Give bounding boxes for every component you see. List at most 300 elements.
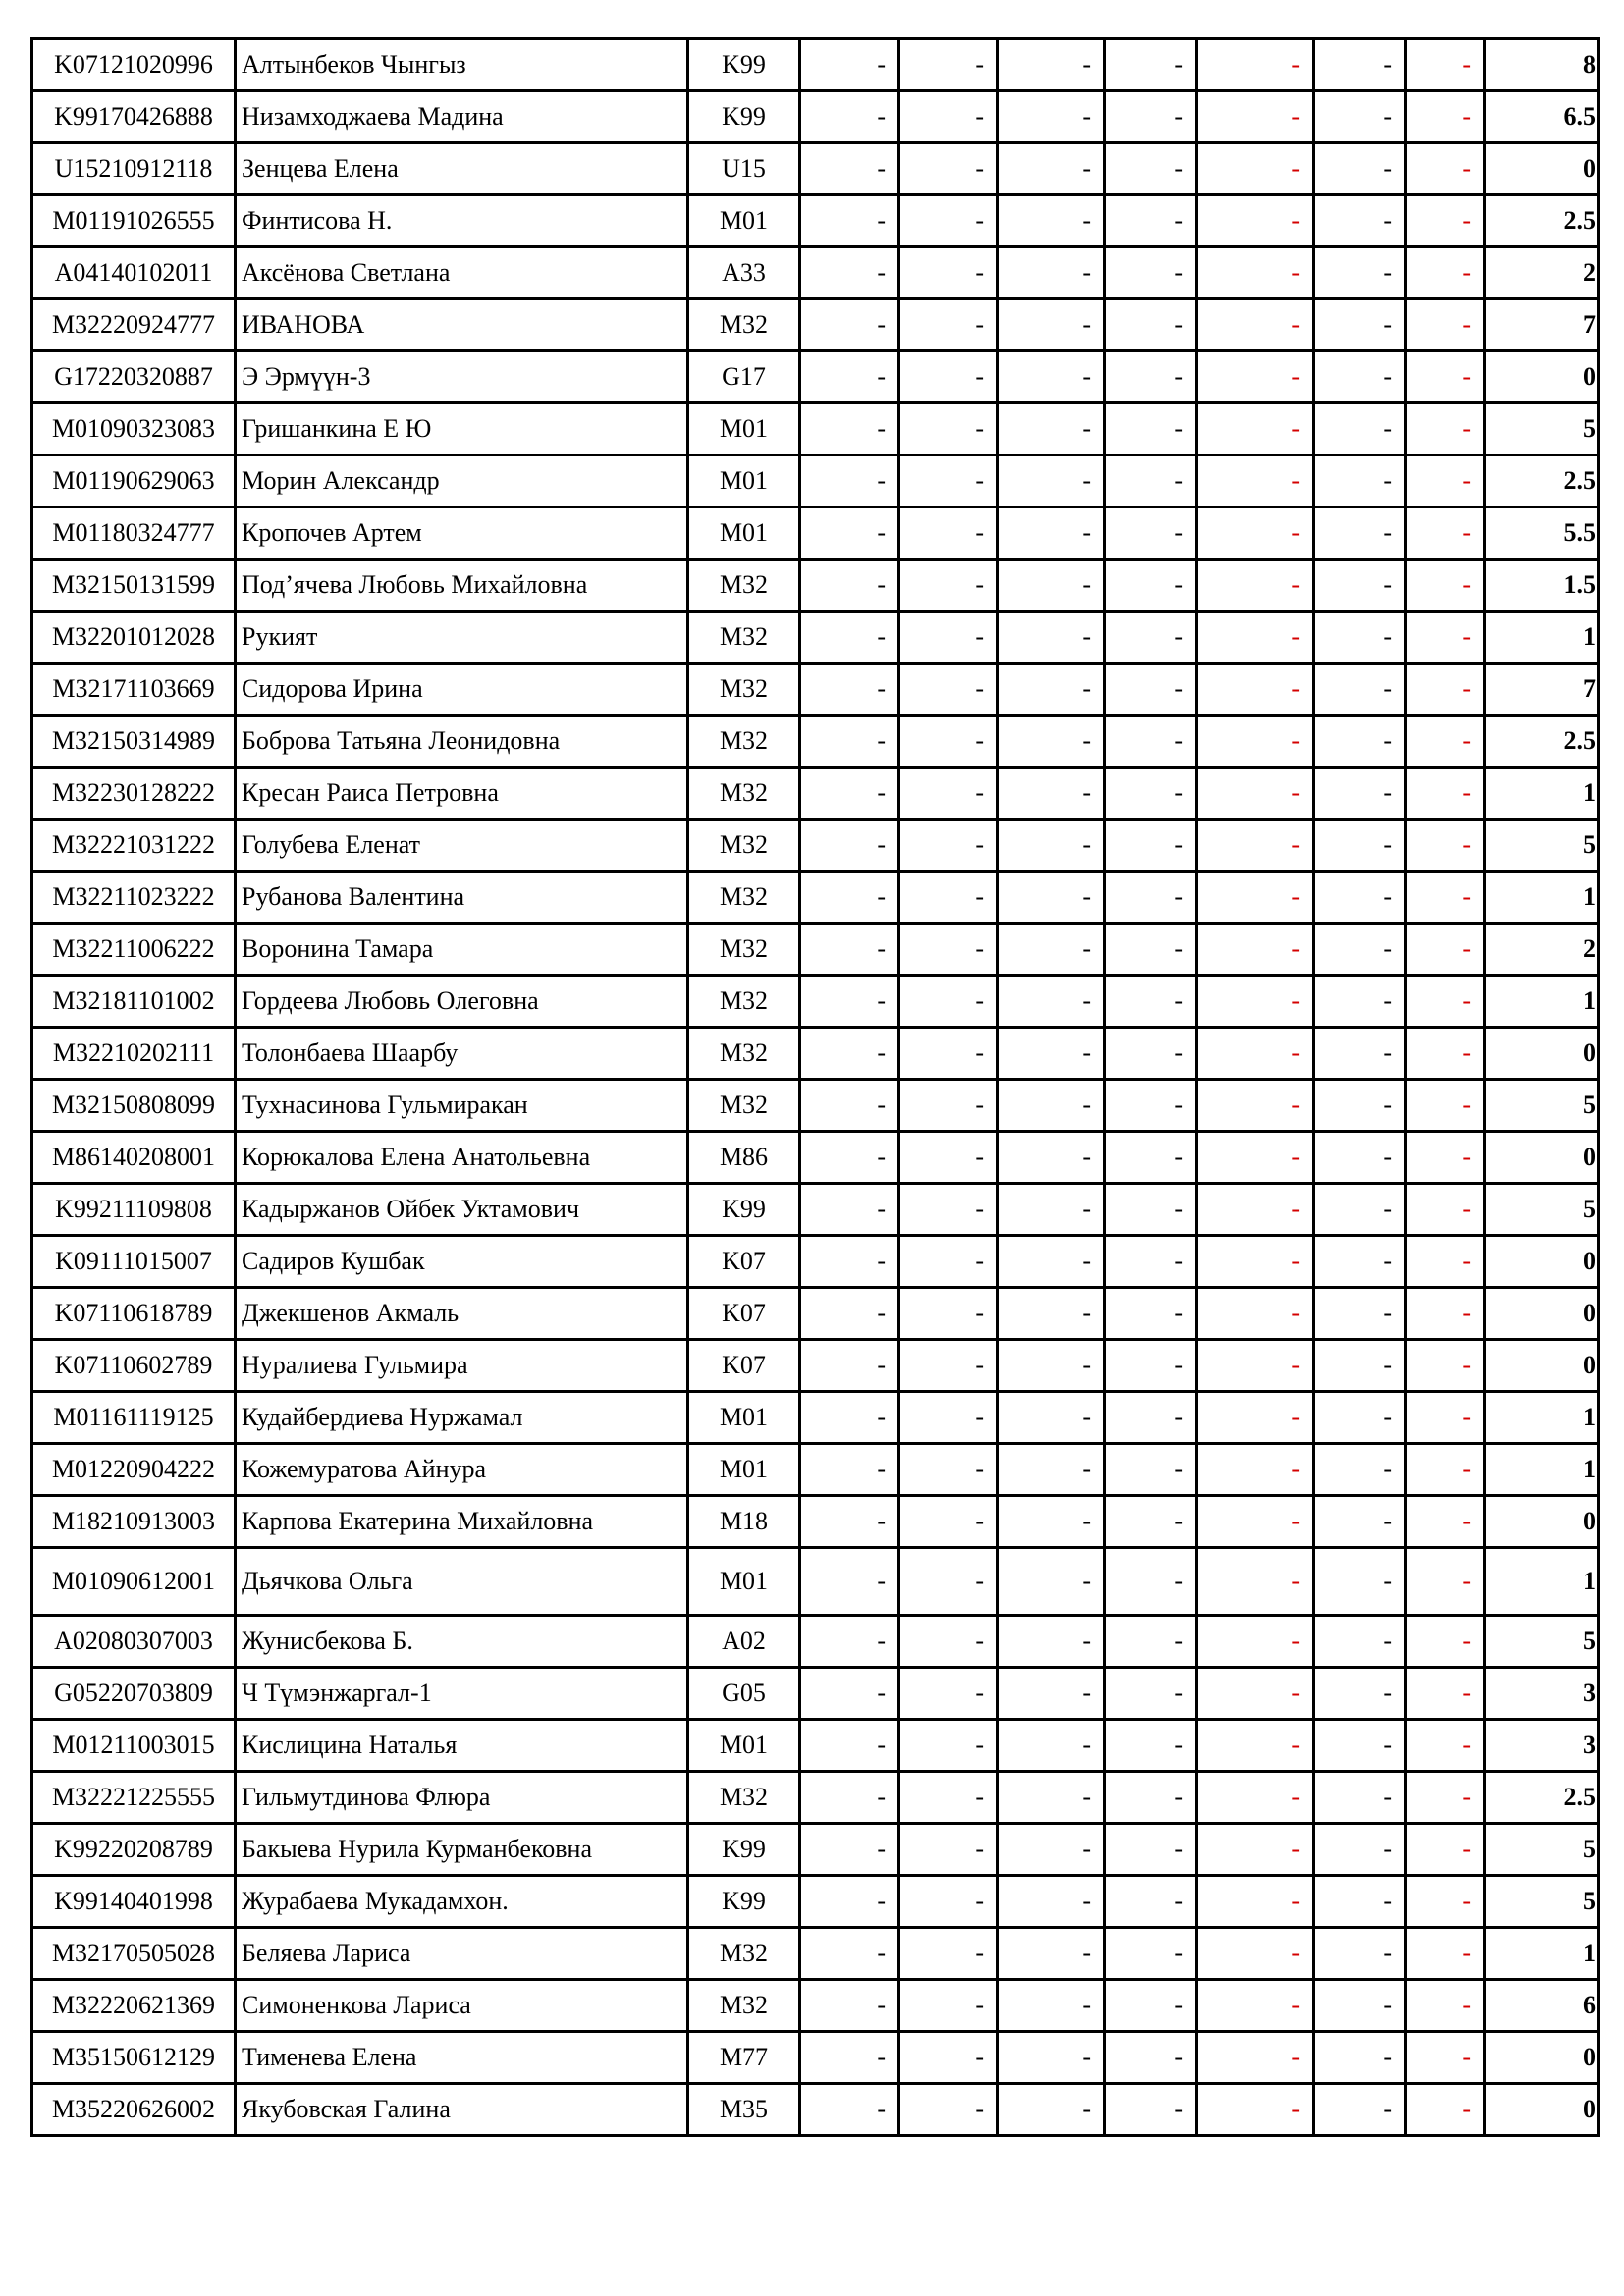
participant-name-cell: Гильмутдинова Флюра (236, 1772, 688, 1824)
participant-name-cell: Джекшенов Акмаль (236, 1288, 688, 1340)
score-cell: - (1406, 1288, 1485, 1340)
table-row (32, 976, 1599, 1028)
score-cell: - (1406, 2032, 1485, 2084)
score-cell: - (1406, 976, 1485, 1028)
group-cell: K99 (688, 39, 800, 91)
score-cell: - (800, 1720, 899, 1772)
score-cell: - (1105, 820, 1197, 872)
participant-code-cell: M32221225555 (32, 1772, 236, 1824)
group-cell: M18 (688, 1496, 800, 1548)
participant-code-cell: M32150131599 (32, 560, 236, 612)
score-cell: - (1406, 247, 1485, 299)
score-cell: - (1406, 1028, 1485, 1080)
participant-name-cell: Кислицина Наталья (236, 1720, 688, 1772)
total-score-cell: 2.5 (1485, 455, 1599, 507)
score-cell: - (1105, 1720, 1197, 1772)
total-score-cell: 5 (1485, 1824, 1599, 1876)
total-score-cell: 0 (1485, 2084, 1599, 2136)
score-cell: - (800, 1496, 899, 1548)
total-score-cell: 0 (1485, 351, 1599, 403)
participant-name-cell: Тименева Елена (236, 2032, 688, 2084)
score-cell: - (800, 195, 899, 247)
table-row (32, 91, 1599, 143)
group-cell: M01 (688, 455, 800, 507)
score-cell: - (1406, 1184, 1485, 1236)
group-cell: K07 (688, 1340, 800, 1392)
score-cell: - (998, 143, 1105, 195)
table-row (32, 1184, 1599, 1236)
group-cell: M86 (688, 1132, 800, 1184)
score-cell: - (800, 1444, 899, 1496)
score-cell: - (800, 1184, 899, 1236)
participant-name-cell: Голубева Еленат (236, 820, 688, 872)
score-cell: - (1314, 560, 1406, 612)
score-cell: - (1105, 1616, 1197, 1668)
score-cell: - (1197, 612, 1314, 664)
score-cell: - (899, 1028, 998, 1080)
participant-code-cell: A02080307003 (32, 1616, 236, 1668)
score-cell: - (1105, 1668, 1197, 1720)
score-cell: - (1406, 195, 1485, 247)
table-row (32, 39, 1599, 91)
table-body (32, 39, 1599, 2136)
score-cell: - (1314, 872, 1406, 924)
score-cell: - (1406, 1340, 1485, 1392)
score-cell: - (1197, 1668, 1314, 1720)
score-cell: - (1314, 1080, 1406, 1132)
total-score-cell: 0 (1485, 1028, 1599, 1080)
participant-name-cell: Карпова Екатерина Михайловна (236, 1496, 688, 1548)
participant-name-cell: Толонбаева Шаарбу (236, 1028, 688, 1080)
score-cell: - (1406, 1720, 1485, 1772)
score-cell: - (899, 560, 998, 612)
score-cell: - (1105, 1184, 1197, 1236)
group-cell: M32 (688, 768, 800, 820)
score-cell: - (899, 299, 998, 351)
score-cell: - (1105, 1548, 1197, 1616)
score-cell: - (1105, 924, 1197, 976)
score-cell: - (1314, 1392, 1406, 1444)
score-cell: - (1197, 1824, 1314, 1876)
score-cell: - (899, 1720, 998, 1772)
table-row (32, 1720, 1599, 1772)
score-cell: - (1314, 351, 1406, 403)
total-score-cell: 1 (1485, 768, 1599, 820)
group-cell: M01 (688, 507, 800, 560)
score-cell: - (800, 247, 899, 299)
participant-code-cell: G05220703809 (32, 1668, 236, 1720)
score-cell: - (800, 1392, 899, 1444)
score-cell: - (899, 1288, 998, 1340)
group-cell: M32 (688, 924, 800, 976)
score-cell: - (998, 507, 1105, 560)
score-cell: - (998, 1616, 1105, 1668)
score-cell: - (1197, 1772, 1314, 1824)
score-cell: - (1197, 2032, 1314, 2084)
score-cell: - (1406, 1616, 1485, 1668)
score-cell: - (1314, 1132, 1406, 1184)
participant-name-cell: Кожемуратова Айнура (236, 1444, 688, 1496)
score-cell: - (1314, 612, 1406, 664)
score-cell: - (899, 1772, 998, 1824)
score-cell: - (998, 1184, 1105, 1236)
group-cell: M01 (688, 1720, 800, 1772)
score-cell: - (899, 1496, 998, 1548)
total-score-cell: 0 (1485, 143, 1599, 195)
participant-code-cell: M32201012028 (32, 612, 236, 664)
score-cell: - (1314, 195, 1406, 247)
score-cell: - (998, 2084, 1105, 2136)
score-cell: - (1105, 716, 1197, 768)
table-row (32, 1980, 1599, 2032)
score-cell: - (899, 1668, 998, 1720)
score-cell: - (800, 2032, 899, 2084)
score-cell: - (800, 39, 899, 91)
participant-code-cell: K07110618789 (32, 1288, 236, 1340)
table-row (32, 351, 1599, 403)
score-cell: - (899, 1824, 998, 1876)
total-score-cell: 2.5 (1485, 1772, 1599, 1824)
participant-name-cell: Беляева Лариса (236, 1928, 688, 1980)
score-cell: - (1105, 1236, 1197, 1288)
group-cell: M32 (688, 612, 800, 664)
table-row (32, 872, 1599, 924)
participant-name-cell: Гришанкина Е Ю (236, 403, 688, 455)
table-row (32, 299, 1599, 351)
score-cell: - (899, 1392, 998, 1444)
group-cell: M32 (688, 1028, 800, 1080)
total-score-cell: 0 (1485, 1288, 1599, 1340)
score-cell: - (1406, 872, 1485, 924)
score-cell: - (1197, 872, 1314, 924)
score-cell: - (1105, 768, 1197, 820)
score-cell: - (1105, 872, 1197, 924)
score-cell: - (1197, 1132, 1314, 1184)
participant-code-cell: M01190629063 (32, 455, 236, 507)
participant-name-cell: Гордеева Любовь Олеговна (236, 976, 688, 1028)
participant-code-cell: M32150808099 (32, 1080, 236, 1132)
score-cell: - (1406, 39, 1485, 91)
participant-code-cell: K07121020996 (32, 39, 236, 91)
score-cell: - (1314, 91, 1406, 143)
score-cell: - (1105, 403, 1197, 455)
score-cell: - (998, 1444, 1105, 1496)
score-cell: - (1197, 1028, 1314, 1080)
participant-code-cell: M01090612001 (32, 1548, 236, 1616)
table-row (32, 820, 1599, 872)
total-score-cell: 2.5 (1485, 716, 1599, 768)
table-row (32, 1548, 1599, 1616)
score-cell: - (800, 1668, 899, 1720)
group-cell: K99 (688, 91, 800, 143)
score-cell: - (998, 872, 1105, 924)
score-cell: - (1105, 91, 1197, 143)
participant-name-cell: Кудайбердиева Нуржамал (236, 1392, 688, 1444)
table-row (32, 612, 1599, 664)
participant-code-cell: G17220320887 (32, 351, 236, 403)
table-row (32, 143, 1599, 195)
score-cell: - (1406, 351, 1485, 403)
score-cell: - (998, 1496, 1105, 1548)
score-cell: - (800, 1236, 899, 1288)
score-cell: - (899, 351, 998, 403)
group-cell: G17 (688, 351, 800, 403)
score-cell: - (1406, 820, 1485, 872)
score-cell: - (1314, 1824, 1406, 1876)
total-score-cell: 0 (1485, 2032, 1599, 2084)
score-cell: - (998, 403, 1105, 455)
group-cell: M32 (688, 1772, 800, 1824)
participant-code-cell: U15210912118 (32, 143, 236, 195)
group-cell: M32 (688, 560, 800, 612)
total-score-cell: 2.5 (1485, 195, 1599, 247)
group-cell: M32 (688, 716, 800, 768)
score-cell: - (899, 91, 998, 143)
participant-name-cell: Ч Түмэнжаргал-1 (236, 1668, 688, 1720)
score-cell: - (998, 924, 1105, 976)
score-cell: - (899, 664, 998, 716)
participant-code-cell: M32150314989 (32, 716, 236, 768)
participant-code-cell: M01180324777 (32, 507, 236, 560)
score-cell: - (998, 1824, 1105, 1876)
total-score-cell: 6.5 (1485, 91, 1599, 143)
score-cell: - (1197, 299, 1314, 351)
group-cell: M01 (688, 1548, 800, 1616)
score-cell: - (1314, 1876, 1406, 1928)
participant-name-cell: Корюкалова Елена Анатольевна (236, 1132, 688, 1184)
participant-code-cell: M32211023222 (32, 872, 236, 924)
participant-name-cell: ИВАНОВА (236, 299, 688, 351)
score-cell: - (1314, 455, 1406, 507)
score-cell: - (800, 560, 899, 612)
score-cell: - (800, 612, 899, 664)
score-cell: - (1406, 403, 1485, 455)
score-cell: - (1314, 1340, 1406, 1392)
participant-name-cell: Алтынбеков Чынгыз (236, 39, 688, 91)
score-cell: - (1105, 612, 1197, 664)
score-cell: - (899, 1236, 998, 1288)
participant-code-cell: K07110602789 (32, 1340, 236, 1392)
total-score-cell: 7 (1485, 299, 1599, 351)
participant-code-cell: M32171103669 (32, 664, 236, 716)
participant-name-cell: Кадыржанов Ойбек Уктамович (236, 1184, 688, 1236)
score-cell: - (1314, 403, 1406, 455)
group-cell: K07 (688, 1236, 800, 1288)
total-score-cell: 5 (1485, 820, 1599, 872)
score-cell: - (1197, 1616, 1314, 1668)
score-cell: - (1105, 1132, 1197, 1184)
participant-code-cell: M32210202111 (32, 1028, 236, 1080)
score-cell: - (800, 1928, 899, 1980)
participant-code-cell: M01161119125 (32, 1392, 236, 1444)
score-cell: - (800, 1824, 899, 1876)
score-cell: - (1314, 664, 1406, 716)
score-cell: - (800, 1340, 899, 1392)
score-cell: - (800, 455, 899, 507)
score-cell: - (998, 664, 1105, 716)
score-cell: - (1314, 39, 1406, 91)
total-score-cell: 5 (1485, 403, 1599, 455)
participant-code-cell: M86140208001 (32, 1132, 236, 1184)
score-cell: - (1314, 1928, 1406, 1980)
total-score-cell: 1 (1485, 976, 1599, 1028)
score-cell: - (899, 1444, 998, 1496)
score-cell: - (1406, 560, 1485, 612)
score-cell: - (899, 612, 998, 664)
score-cell: - (998, 247, 1105, 299)
table-row (32, 716, 1599, 768)
score-cell: - (1406, 1824, 1485, 1876)
total-score-cell: 7 (1485, 664, 1599, 716)
score-cell: - (1105, 1980, 1197, 2032)
score-cell: - (899, 768, 998, 820)
score-cell: - (1197, 1496, 1314, 1548)
participant-code-cell: M32220924777 (32, 299, 236, 351)
score-cell: - (1105, 1876, 1197, 1928)
participant-name-cell: Низамходжаева Мадина (236, 91, 688, 143)
score-cell: - (1197, 1720, 1314, 1772)
total-score-cell: 0 (1485, 1496, 1599, 1548)
score-cell: - (1406, 1980, 1485, 2032)
score-cell: - (1105, 1772, 1197, 1824)
score-cell: - (1105, 39, 1197, 91)
score-cell: - (1197, 924, 1314, 976)
table-row (32, 1824, 1599, 1876)
score-cell: - (1314, 1028, 1406, 1080)
participant-code-cell: M32181101002 (32, 976, 236, 1028)
group-cell: K07 (688, 1288, 800, 1340)
table-row (32, 768, 1599, 820)
score-cell: - (1406, 143, 1485, 195)
participant-name-cell: Под’ячева Любовь Михайловна (236, 560, 688, 612)
group-cell: A33 (688, 247, 800, 299)
group-cell: K99 (688, 1824, 800, 1876)
participant-name-cell: Нуралиева Гульмира (236, 1340, 688, 1392)
participant-code-cell: M35150612129 (32, 2032, 236, 2084)
table-row (32, 1340, 1599, 1392)
score-cell: - (800, 664, 899, 716)
table-row (32, 1444, 1599, 1496)
group-cell: M32 (688, 1980, 800, 2032)
score-cell: - (1314, 1496, 1406, 1548)
score-cell: - (1314, 1772, 1406, 1824)
score-cell: - (1406, 1132, 1485, 1184)
group-cell: M32 (688, 664, 800, 716)
score-cell: - (1197, 1080, 1314, 1132)
score-cell: - (1314, 247, 1406, 299)
participant-code-cell: K99170426888 (32, 91, 236, 143)
total-score-cell: 3 (1485, 1720, 1599, 1772)
score-cell: - (899, 195, 998, 247)
score-cell: - (1406, 91, 1485, 143)
participant-code-cell: K99211109808 (32, 1184, 236, 1236)
score-cell: - (998, 455, 1105, 507)
score-cell: - (1105, 560, 1197, 612)
score-cell: - (1406, 1236, 1485, 1288)
score-cell: - (1197, 2084, 1314, 2136)
score-cell: - (800, 1080, 899, 1132)
score-cell: - (1314, 2084, 1406, 2136)
score-cell: - (1197, 768, 1314, 820)
score-cell: - (899, 403, 998, 455)
score-cell: - (1197, 455, 1314, 507)
total-score-cell: 0 (1485, 1236, 1599, 1288)
score-cell: - (1197, 143, 1314, 195)
score-cell: - (998, 91, 1105, 143)
score-cell: - (1197, 1980, 1314, 2032)
score-cell: - (1314, 924, 1406, 976)
score-cell: - (1406, 612, 1485, 664)
table-row (32, 1392, 1599, 1444)
table-row (32, 403, 1599, 455)
score-cell: - (998, 351, 1105, 403)
score-cell: - (1406, 455, 1485, 507)
score-cell: - (998, 1288, 1105, 1340)
score-cell: - (1105, 976, 1197, 1028)
group-cell: M01 (688, 195, 800, 247)
score-cell: - (800, 2084, 899, 2136)
table-row (32, 1772, 1599, 1824)
participant-name-cell: Тухнасинова Гульмиракан (236, 1080, 688, 1132)
table-row (32, 560, 1599, 612)
score-cell: - (998, 716, 1105, 768)
score-cell: - (998, 1548, 1105, 1616)
score-cell: - (1105, 1928, 1197, 1980)
score-cell: - (1197, 664, 1314, 716)
score-cell: - (899, 39, 998, 91)
score-cell: - (899, 1876, 998, 1928)
total-score-cell: 5 (1485, 1616, 1599, 1668)
total-score-cell: 1 (1485, 1928, 1599, 1980)
total-score-cell: 0 (1485, 1340, 1599, 1392)
score-cell: - (1105, 247, 1197, 299)
score-cell: - (1197, 1928, 1314, 1980)
score-cell: - (1314, 1236, 1406, 1288)
participant-code-cell: K09111015007 (32, 1236, 236, 1288)
table-row (32, 924, 1599, 976)
participant-code-cell: M32170505028 (32, 1928, 236, 1980)
total-score-cell: 5.5 (1485, 507, 1599, 560)
participant-name-cell: Э Эрмүүн-3 (236, 351, 688, 403)
score-cell: - (998, 820, 1105, 872)
score-cell: - (800, 351, 899, 403)
score-cell: - (1314, 143, 1406, 195)
score-cell: - (998, 299, 1105, 351)
total-score-cell: 5 (1485, 1080, 1599, 1132)
score-cell: - (1105, 195, 1197, 247)
score-cell: - (1105, 2084, 1197, 2136)
participant-code-cell: M18210913003 (32, 1496, 236, 1548)
score-cell: - (998, 1028, 1105, 1080)
score-cell: - (998, 1080, 1105, 1132)
total-score-cell: 5 (1485, 1184, 1599, 1236)
score-cell: - (1406, 1444, 1485, 1496)
participant-code-cell: M01090323083 (32, 403, 236, 455)
score-cell: - (998, 39, 1105, 91)
score-cell: - (899, 247, 998, 299)
participant-name-cell: Якубовская Галина (236, 2084, 688, 2136)
score-cell: - (1314, 768, 1406, 820)
score-cell: - (899, 924, 998, 976)
participant-name-cell: Сидорова Ирина (236, 664, 688, 716)
group-cell: M77 (688, 2032, 800, 2084)
participant-name-cell: Рубанова Валентина (236, 872, 688, 924)
score-cell: - (1197, 247, 1314, 299)
score-cell: - (899, 1980, 998, 2032)
score-cell: - (1314, 1444, 1406, 1496)
group-cell: M32 (688, 299, 800, 351)
score-cell: - (800, 91, 899, 143)
